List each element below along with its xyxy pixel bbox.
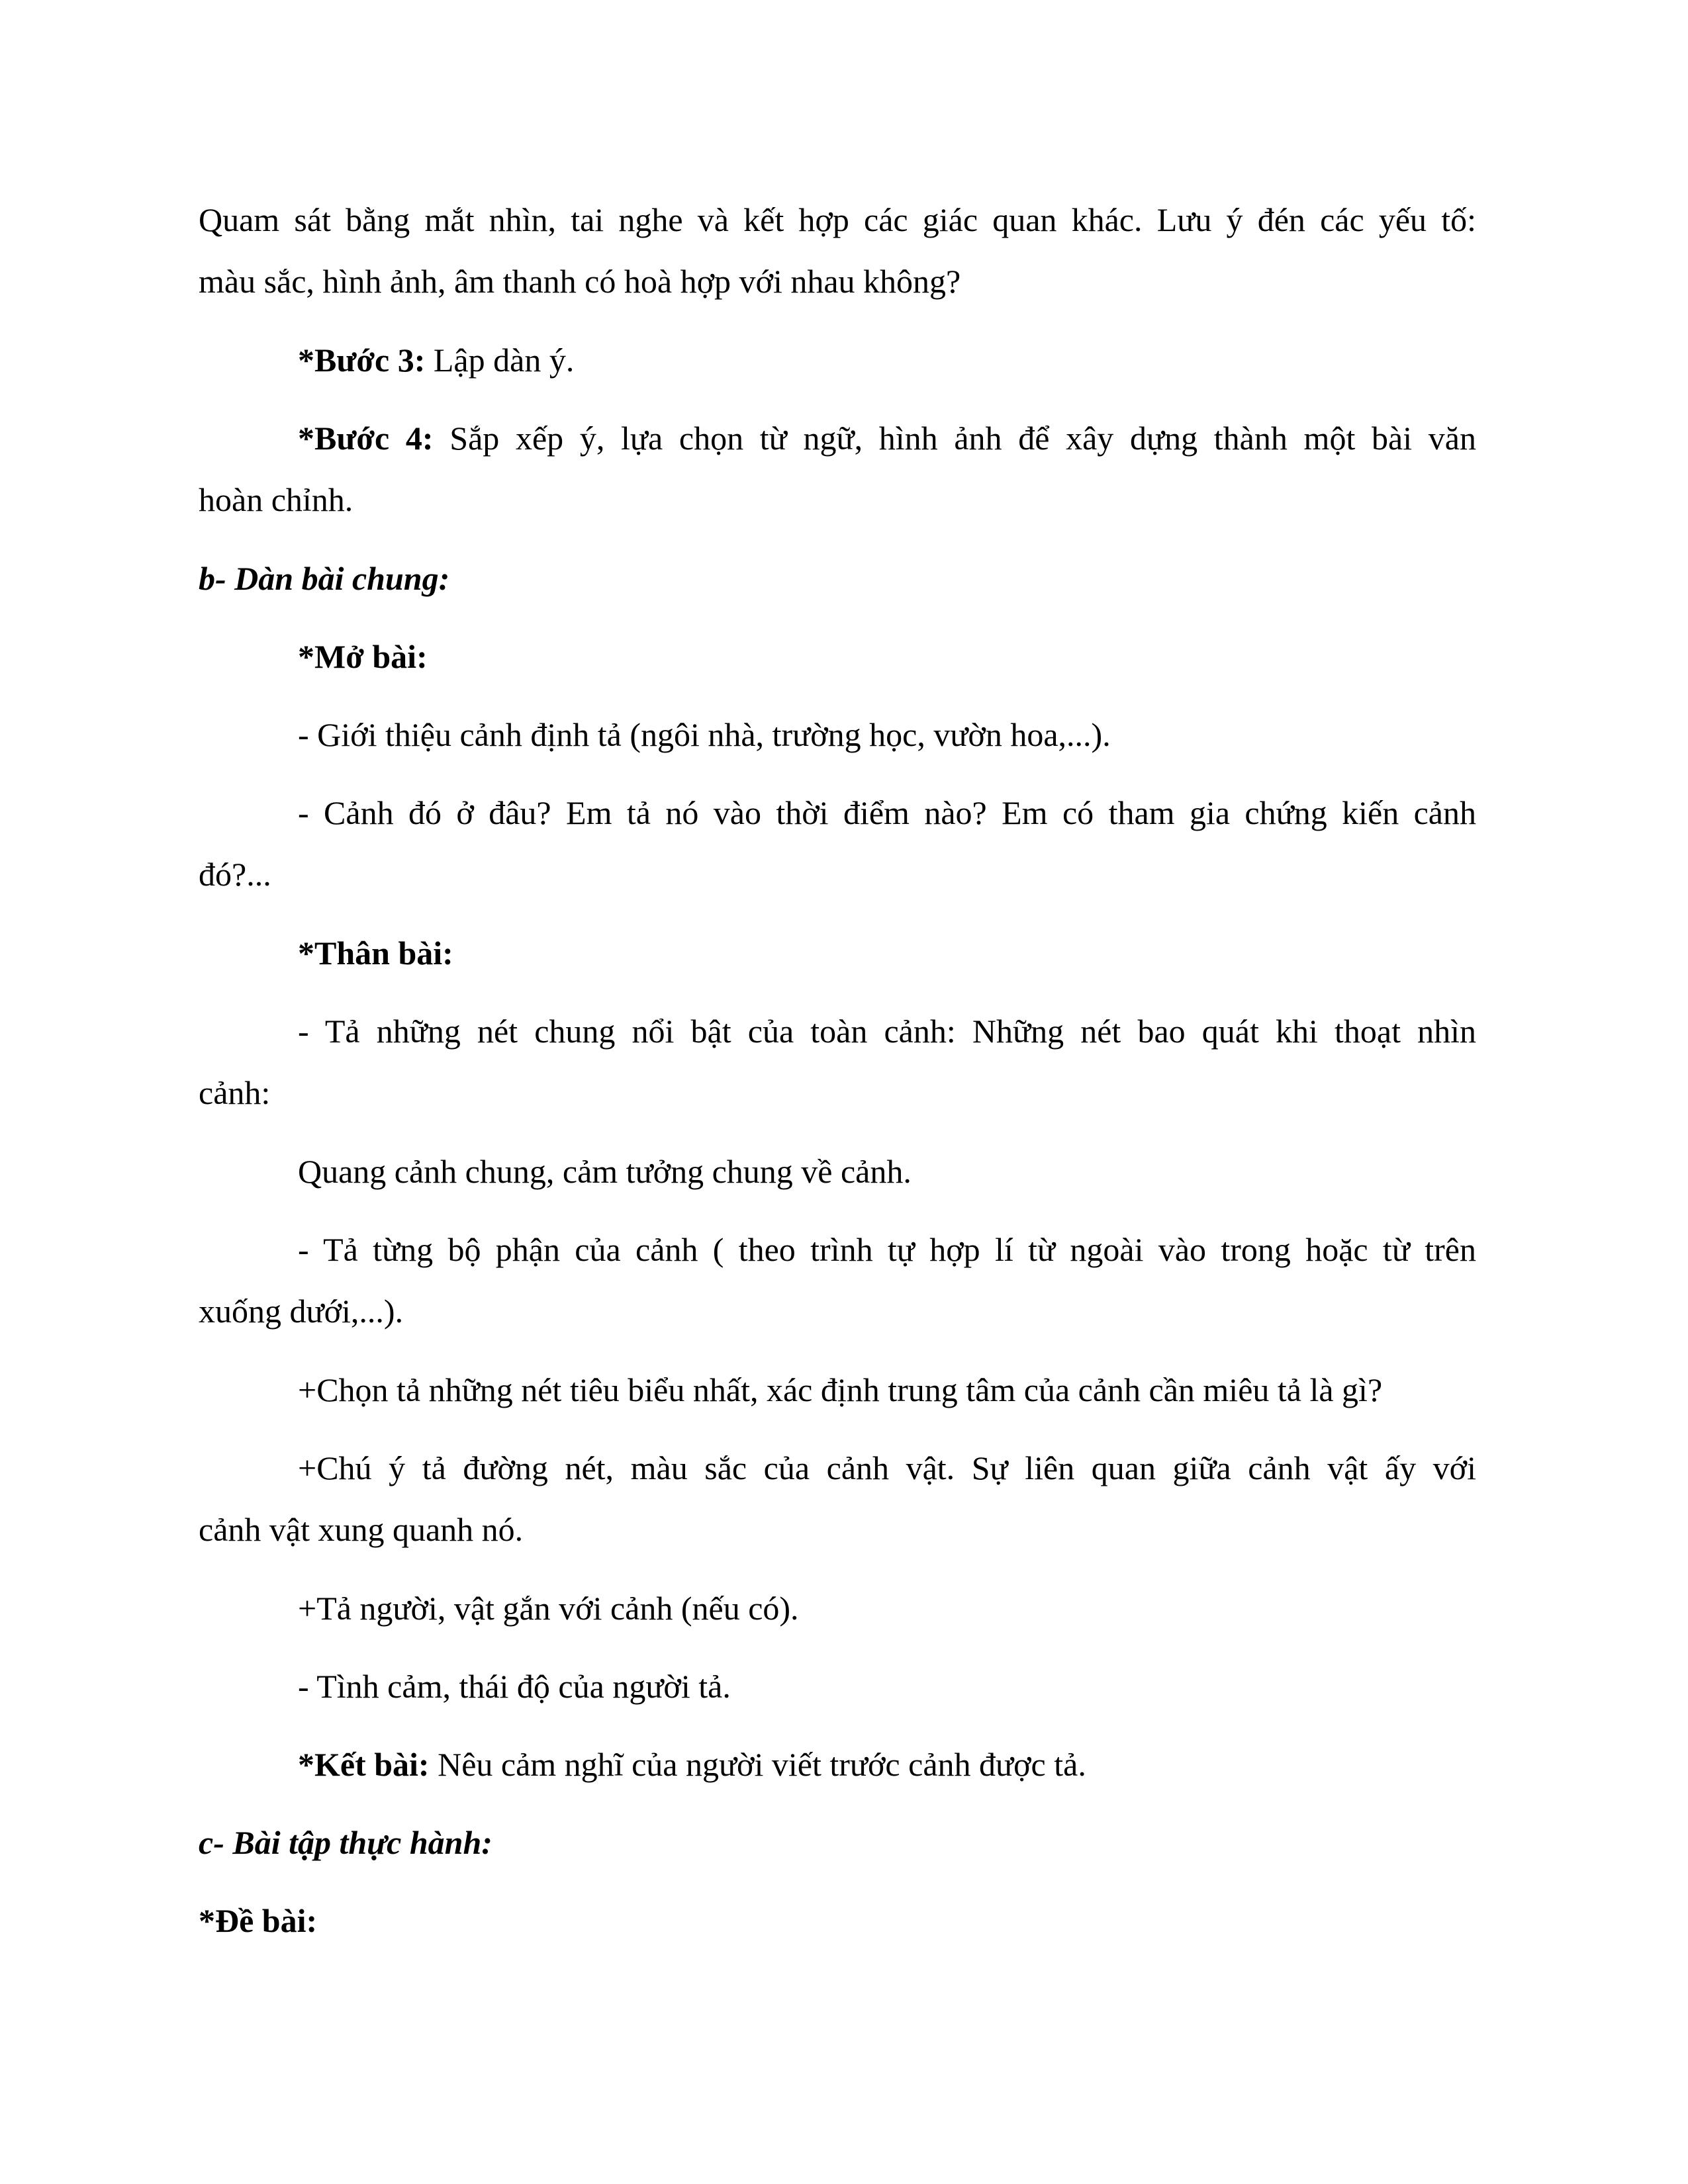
list-item: +Tả người, vật gắn với cảnh (nếu có). bbox=[298, 1590, 799, 1627]
paragraph-line: hoàn chỉnh. bbox=[199, 481, 353, 518]
paragraph-line: cảnh: bbox=[199, 1074, 271, 1111]
de-bai-heading bbox=[199, 1901, 1476, 1940]
mo-bai-label: *Mở bài: bbox=[298, 638, 428, 675]
ket-bai-line bbox=[298, 1745, 1476, 1784]
step-4-line bbox=[298, 418, 1476, 458]
list-item: +Chọn tả những nét tiêu biểu nhất, xác định trung tâm của cảnh cần miêu tả là gì? bbox=[298, 1371, 1383, 1408]
de-bai-label: *Đề bài: bbox=[199, 1902, 318, 1939]
section-heading-b: b- Dàn bài chung: bbox=[199, 560, 450, 597]
paragraph-line: đó?... bbox=[199, 856, 271, 893]
list-item: - Tả từng bộ phận của cảnh ( theo trình tự hợp lí từ ngoài vào trong hoặc từ trên bbox=[298, 1231, 1476, 1268]
paragraph-line: xuống dưới,...). bbox=[199, 1293, 404, 1330]
list-item: - Giới thiệu cảnh định tả (ngôi nhà, trường học, vườn hoa,...). bbox=[298, 716, 1111, 753]
step-4-text: Sắp xếp ý, lựa chọn từ ngữ, hình ảnh để xây dựng thành một bài văn bbox=[433, 420, 1476, 457]
step-3-text: Lập dàn ý. bbox=[425, 341, 575, 379]
list-item: - Cảnh đó ở đâu? Em tả nó vào thời điểm nào? Em có tham gia chứng kiến cảnh bbox=[298, 794, 1476, 831]
ket-bai-text: Nêu cảm nghĩ của người viết trước cảnh được tả. bbox=[429, 1746, 1086, 1783]
step-4-label: *Bước 4: bbox=[298, 420, 434, 457]
list-item: - Tình cảm, thái độ của người tả. bbox=[298, 1668, 731, 1705]
ket-bai-label: *Kết bài: bbox=[298, 1746, 430, 1783]
paragraph-line: Quam sát bằng mắt nhìn, tai nghe và kết hợp các giác quan khác. Lưu ý đén các yếu tố: bbox=[199, 201, 1476, 238]
paragraph-line: màu sắc, hình ảnh, âm thanh có hoà hợp với nhau không? bbox=[199, 263, 961, 300]
list-item: +Chú ý tả đường nét, màu sắc của cảnh vật. Sự liên quan giữa cảnh vật ấy với bbox=[298, 1449, 1476, 1486]
list-item: Quang cảnh chung, cảm tưởng chung về cảnh. bbox=[298, 1153, 912, 1190]
list-item: - Tả những nét chung nổi bật của toàn cảnh: Những nét bao quát khi thoạt nhìn bbox=[298, 1013, 1476, 1050]
section-heading-c: c- Bài tập thực hành: bbox=[199, 1824, 492, 1861]
step-3-line bbox=[298, 340, 1476, 380]
paragraph-line: cảnh vật xung quanh nó. bbox=[199, 1511, 524, 1548]
than-bai-label: *Thân bài: bbox=[298, 934, 453, 972]
step-3-label: *Bước 3: bbox=[298, 341, 426, 379]
than-bai-heading bbox=[298, 933, 1476, 973]
mo-bai-heading bbox=[298, 637, 1476, 676]
